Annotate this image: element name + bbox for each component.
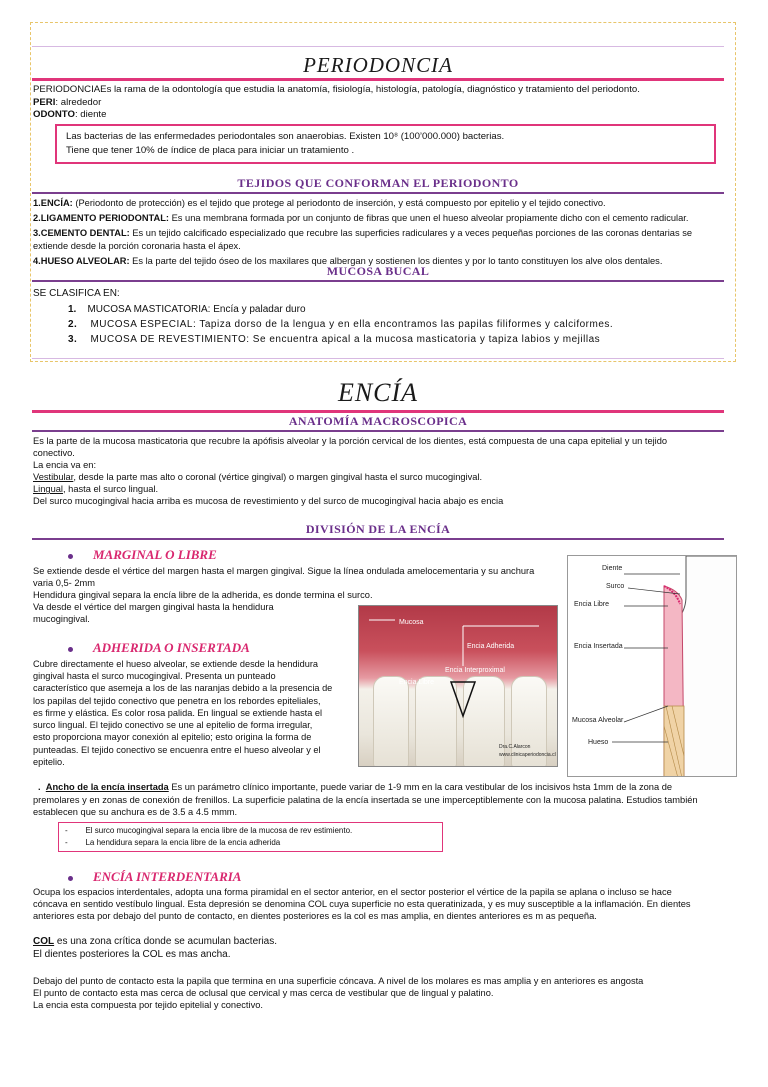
divider [32,280,724,282]
text-line: La encia esta compuesta por tejido epitelial y conectivo. [33,1000,263,1011]
gingiva-diagram [567,555,737,777]
tejidos-heading: TEJIDOS QUE CONFORMAN EL PERIODONTO [237,176,519,190]
marginal-heading: MARGINAL O LIBRE [68,547,217,564]
final-text [33,975,643,1011]
text-line: El punto de contacto esta mas cerca de oclusal que cervical y mas cerca de vestibular que de lingual y palatino. [33,988,494,999]
definition-line: PERIODONCIAEs la rama de la odontología que estudia la anatomía, fisiología, histología, patología, diagnóstico y tratamiento del periodonto. [33,84,640,95]
photo-credit: Dra.C.Alarcon [499,744,531,750]
diagram-label: Hueso [588,739,609,746]
tejido-item: 3.CEMENTO DENTAL: Es un tejido calcificado especializado que recubre las superficies radiculares y a veces pequeñas porciones de las coronas dentarias se [33,228,693,239]
text-line: COL es una zona crítica donde se acumulan bacterias. [33,936,278,947]
tejidos-list [33,197,692,267]
bacteria-box [55,124,716,164]
mucosa-list [68,303,613,346]
mucosa-item: 1. MUCOSA MASTICATORIA: Encía y paladar duro [68,304,306,315]
ancho-text [38,781,672,793]
text-line: Va desde el vértice del margen gingival hasta la hendidura [33,602,274,613]
peri-line: PERI: alrededor [33,97,102,108]
mucosa-heading: MUCOSA BUCAL [326,264,430,278]
page-title: PERIODONCIA [303,53,453,77]
adherida-text [33,658,332,768]
box-item: - El surco mucogingival separa la encia libre de la mucosa de rev estimiento. [65,826,353,835]
division-heading: DIVISIÓN DE LA ENCÍA [305,522,451,536]
tejido-item: 4.HUESO ALVEOLAR: Es la parte del tejido óseo de los maxilares que albergan y sostienen los dientes y por lo tanto constituyen los alve olos dentales. [33,256,663,267]
box-line: Tiene que tener 10% de índice de placa para iniciar un tratamiento . [66,145,355,156]
col-text [33,935,277,961]
text-line: anteriores esta por debajo del punto de contacto, en dientes posteriores es la col es mas amplia, en dientes anteriores es m as pequeña. [33,911,597,922]
text-line: La encia va en: [33,460,97,471]
encia-title: ENCÍA [337,378,419,407]
bullet-icon [68,876,73,881]
text-line: punteadas. El tejido conectivo se encuenra entre el hueso alveolar y el [33,744,321,755]
interdentaria-heading: ENCÍA INTERDENTARIA [68,869,241,886]
text-line: epitelio. [33,756,65,767]
text-line: surco lingual. El tejido conectivo se une al epitelio de forma irregular, [33,720,313,731]
text-line: Debajo del punto de contacto esta la papila que termina en una superficie cóncava. A nivel de los molares es mas amplia y en anteriores es angosta [33,976,644,986]
divider [32,430,724,432]
diagram-label: Diente [602,565,623,572]
adherida-heading: ADHERIDA O INSERTADA [68,640,250,657]
text-line: . Ancho de la encía insertada Es un parámetro clínico importante, puede variar de 1-9 mm en la cara vestibular de los incisivos hsta 1mm de la zona de [38,782,673,792]
diagram-label: Mucosa Alveolar [572,717,624,724]
photo-label: Encia Libre [399,679,435,686]
macro-text [33,435,667,507]
text-line: Cubre directamente el hueso alveolar, se extiende desde la hendidura [33,659,319,669]
tejido-item: 2.LIGAMENTO PERIODONTAL: Es una membrana formada por un conjunto de fibras que unen el hueso alveolar propiamente dicho con el cemento radicular. [33,213,689,224]
tejido-item: extiende desde la porción coronaria hasta el ápex. [33,241,241,252]
diagram-label: Encia Libre [574,601,610,608]
divider [32,192,724,194]
photo-label: Encia Adherida [467,643,515,650]
text-line: Se extiende desde el vértice del margen hasta el margen gingival. Sigue la línea ondulada amelocementaria y su anchura [33,566,535,576]
text-line: Ocupa los espacios interdentales, adopta una forma piramidal en el sector anterior, en el sector posterior el vértice de la papila se aplana o incluso se hace [33,887,672,897]
bullet-icon [68,554,73,559]
text-line: varia 0,5- 2mm [33,578,95,589]
gingiva-photo [358,605,558,767]
text-line: El dientes posteriores la COL es mas ancha. [33,949,231,960]
divider [32,46,724,47]
mucosa-item: 3. MUCOSA DE REVESTIMIENTO: Se encuentra apical a la mucosa masticatoria y tapiza labios y mejillas [68,334,601,345]
photo-label: Encia Interproximal [445,667,505,674]
text-line: Del surco mucogingival hacia arriba es mucosa de revestimiento y del surco de mucogingival hacia abajo es encia [33,496,504,507]
text-line: establecen que su anchura es de 3.5 a 4.5 mmm. [33,807,238,818]
text-line: esto proporciona mayor conexión al epitelio; esto origina la forma de [33,732,312,743]
text-line: gingival hasta el surco mucogingival. Presenta un punteado [33,671,276,682]
text-line: Vestibular, desde la parte mas alto o coronal (vértice gingival) o margen gingival hasta el surco mucogingival. [33,472,483,483]
text-line: los papilas del tejido conectivo que penetra en los rebordes epiteliales, [33,695,321,706]
diagram-label: Encia Insertada [574,643,623,650]
mucosa-intro: SE CLASIFICA EN: [33,288,120,299]
text-line: Hendidura gingival separa la encía libre de la adherida, es donde termina el surco. [33,590,373,601]
divider [32,538,724,540]
divider [32,410,724,413]
divider [32,78,724,81]
text-line: premolares y en zonas de conexión de frenillos. La superficie palatina de la encía insertada se une imperceptiblemente con la mucosa palatina. Estudios también [33,795,698,805]
tejido-item: 1.ENCÍA: (Periodonto de protección) es el tejido que protege al periodonto de inserción, y está compuesto por epitelio y el tejido conectivo. [33,198,606,208]
text-line: característico que asemeja a los de las naranjas debido a la presencia de [33,683,333,694]
interdentaria-text [33,886,691,922]
macro-heading: ANATOMÍA MACROSCOPICA [288,414,468,428]
text-line: conectivo. [33,448,75,459]
text-line: Es la parte de la mucosa masticatoria que recubre la apófisis alveolar y la porción cervical de los dientes, está compuesta de una capa epitelial y un tejido [33,436,668,446]
photo-label: Mucosa [399,619,424,626]
ancho-continued [33,794,698,818]
mucosa-item: 2. MUCOSA ESPECIAL: Tapiza dorso de la lengua y en ella encontramos las papilas filiformes y calciformes. [68,319,614,330]
text-line: es firme y elástica. Es color rosa palida. En lingual se extiende hasta el [33,707,323,718]
text-line: mucogingival. [33,614,90,625]
surco-box [58,822,443,852]
text-line: cóncava en sentido vestíbulo lingual. Esta depresión se denomina COL cuya superficie no esta queratinizada, y es muy susceptible a la inflamación. En dientes [33,899,691,910]
diagram-label: Surco [606,583,625,590]
odonto-line: ODONTO: diente [33,109,107,120]
photo-annotation-lines [359,606,558,767]
box-line: Las bacterias de las enfermedades periodontales son anaerobias. Existen 10⁸ (100’000.000) bacterias. [66,131,505,142]
photo-credit: www.clinicaperiodoncia.cl [499,752,556,758]
text-line: Lingual, hasta el surco lingual. [33,484,159,495]
box-item: - La hendidura separa la encia libre de la encia adherida [65,838,281,847]
bullet-icon [68,647,73,652]
divider [32,358,724,359]
